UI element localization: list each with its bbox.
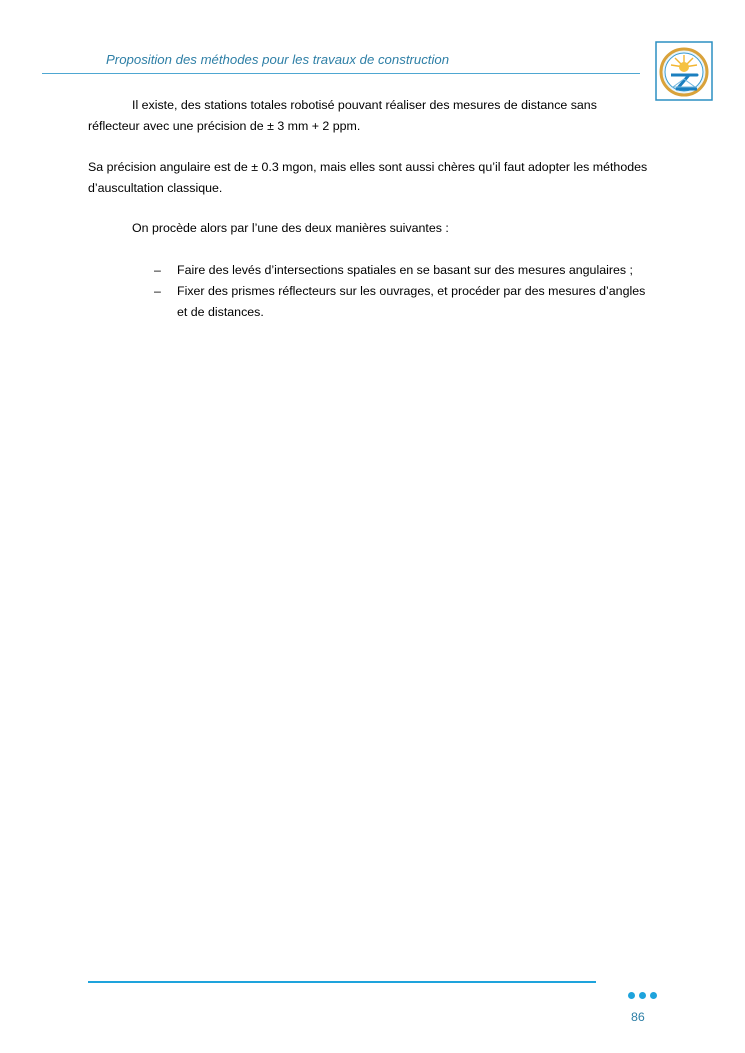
list-item <box>88 281 648 323</box>
list-item-text: Fixer des prismes réflecteurs sur les ouvrages, et procéder par des mesures d’angles et de distances. <box>177 284 646 319</box>
three-dots-ornament-icon <box>628 992 657 1000</box>
footer-rule <box>88 981 596 983</box>
paragraph-procedure-intro: On procède alors par l’une des deux manières suivantes : <box>132 221 449 235</box>
list-item <box>88 260 648 281</box>
list-item-text: Faire des levés d’intersections spatiales en se basant sur des mesures angulaires ; <box>177 263 633 277</box>
list-dash: – <box>154 263 161 277</box>
paragraph-angular-precision: Sa précision angulaire est de ± 0.3 mgon, mais elles sont aussi chères qu’il faut adopter les méthodes d’auscultation classique. <box>88 160 648 195</box>
header-title: Proposition des méthodes pour les travaux de construction <box>106 52 450 67</box>
document-body <box>88 95 648 323</box>
header-rule <box>42 73 640 74</box>
page-number: 86 <box>631 1010 645 1024</box>
school-emblem-logo <box>655 41 713 101</box>
methods-list <box>88 260 648 323</box>
paragraph-total-stations: Il existe, des stations totales robotisé pouvant réaliser des mesures de distance sans réflecteur avec une précision de ± 3 mm + 2 ppm. <box>88 98 597 133</box>
list-dash: – <box>154 284 161 298</box>
